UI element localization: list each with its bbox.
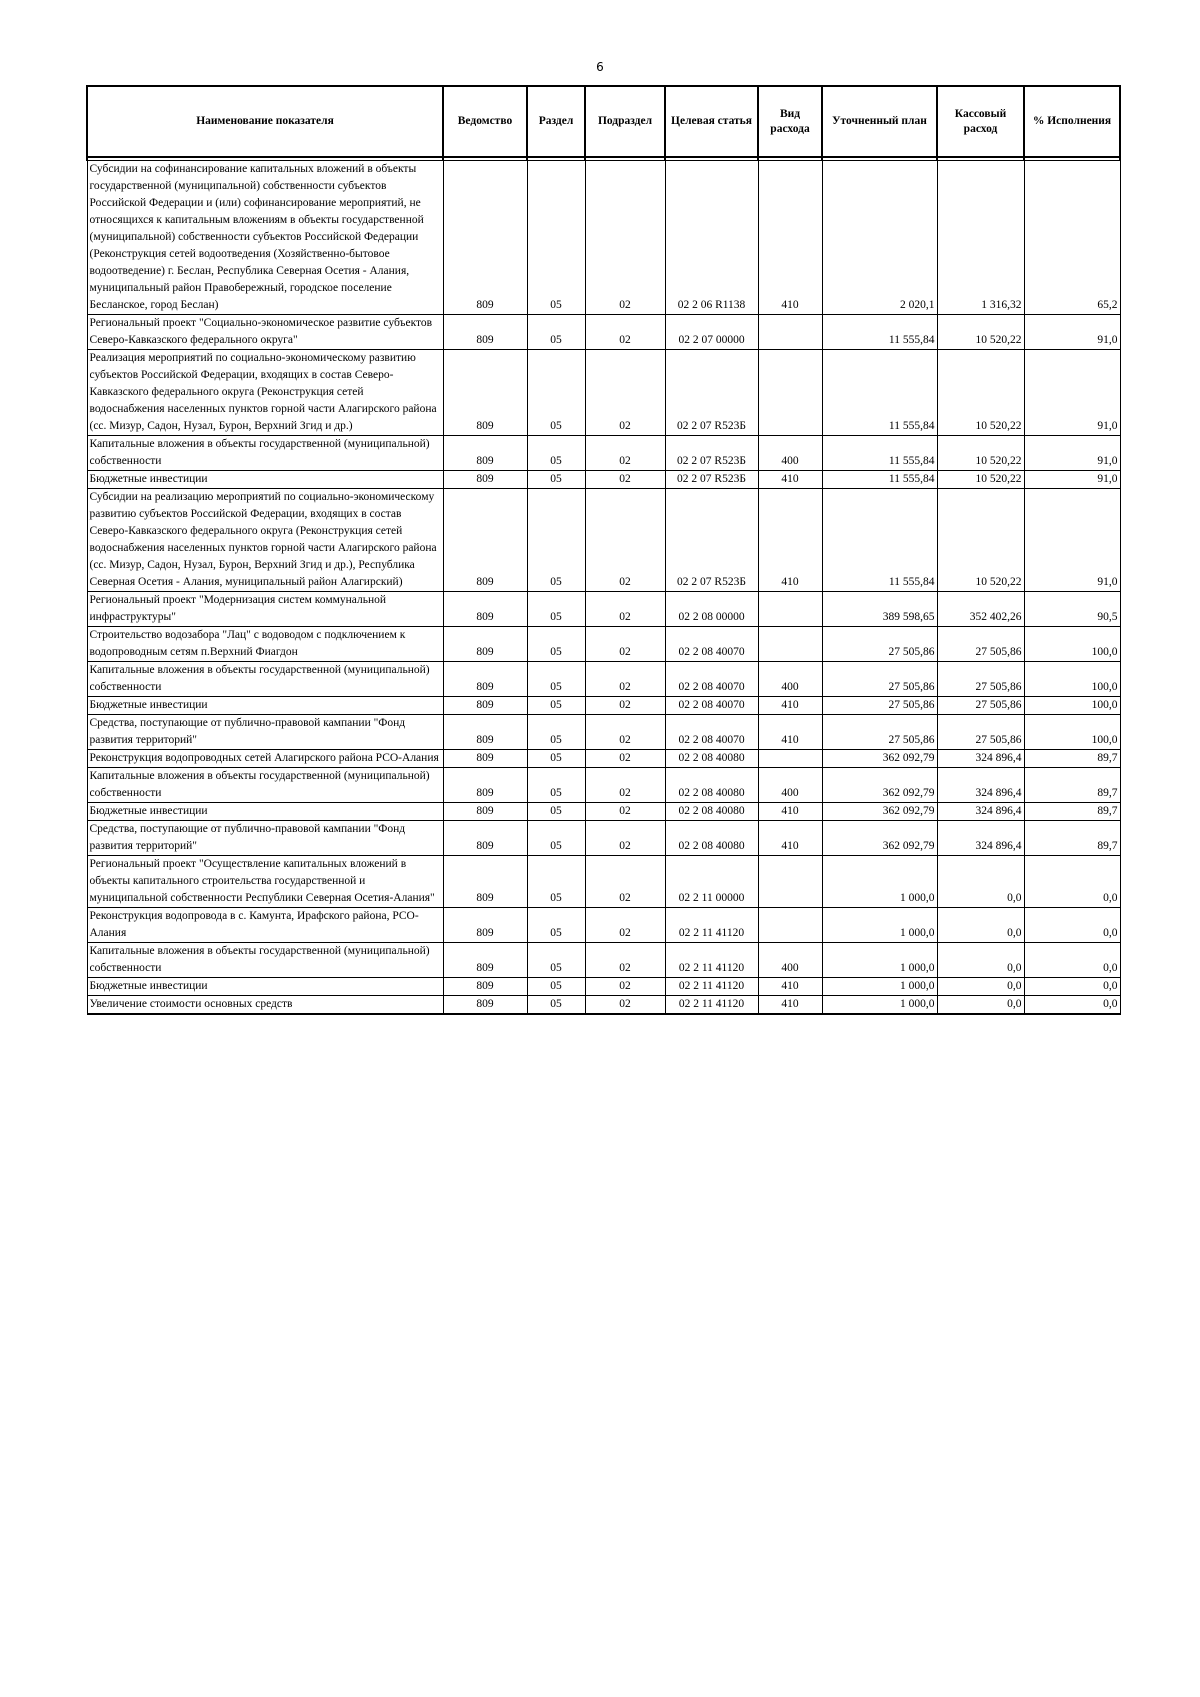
row-plan-cell: 1 000,0 bbox=[822, 908, 937, 943]
row-vedomstvo-cell: 809 bbox=[443, 803, 527, 821]
row-plan-cell: 27 505,86 bbox=[822, 662, 937, 697]
row-vedomstvo-cell: 809 bbox=[443, 715, 527, 750]
row-pct-cell: 100,0 bbox=[1024, 627, 1120, 662]
row-razdel-cell: 05 bbox=[527, 908, 585, 943]
row-celevaya-cell: 02 2 11 41120 bbox=[665, 943, 758, 978]
table-row bbox=[87, 978, 1120, 996]
row-plan-cell: 1 000,0 bbox=[822, 943, 937, 978]
row-name-cell: Региональный проект "Модернизация систем коммунальной инфраструктуры" bbox=[87, 592, 443, 627]
row-celevaya-cell: 02 2 08 40080 bbox=[665, 821, 758, 856]
row-celevaya-cell: 02 2 08 40080 bbox=[665, 803, 758, 821]
row-vedomstvo-cell: 809 bbox=[443, 489, 527, 592]
row-celevaya-cell: 02 2 07 R523Б bbox=[665, 489, 758, 592]
row-pct-cell: 0,0 bbox=[1024, 856, 1120, 908]
row-kassa-cell: 10 520,22 bbox=[937, 315, 1024, 350]
row-podrazdel-cell: 02 bbox=[585, 715, 665, 750]
row-plan-cell: 11 555,84 bbox=[822, 315, 937, 350]
table-row bbox=[87, 750, 1120, 768]
row-vid-cell: 400 bbox=[758, 768, 822, 803]
table-row bbox=[87, 996, 1120, 1015]
row-razdel-cell: 05 bbox=[527, 471, 585, 489]
row-kassa-cell: 324 896,4 bbox=[937, 750, 1024, 768]
row-vedomstvo-cell: 809 bbox=[443, 768, 527, 803]
table-row bbox=[87, 803, 1120, 821]
row-plan-cell: 27 505,86 bbox=[822, 715, 937, 750]
row-kassa-cell: 27 505,86 bbox=[937, 627, 1024, 662]
row-podrazdel-cell: 02 bbox=[585, 489, 665, 592]
row-razdel-cell: 05 bbox=[527, 821, 585, 856]
row-celevaya-cell: 02 2 08 40070 bbox=[665, 662, 758, 697]
row-pct-cell: 89,7 bbox=[1024, 750, 1120, 768]
row-kassa-cell: 352 402,26 bbox=[937, 592, 1024, 627]
row-podrazdel-cell: 02 bbox=[585, 662, 665, 697]
row-plan-cell: 1 000,0 bbox=[822, 996, 937, 1015]
row-vedomstvo-cell: 809 bbox=[443, 996, 527, 1015]
row-pct-cell: 91,0 bbox=[1024, 489, 1120, 592]
row-podrazdel-cell: 02 bbox=[585, 436, 665, 471]
row-plan-cell: 1 000,0 bbox=[822, 978, 937, 996]
header-razdel: Раздел bbox=[527, 86, 585, 157]
row-name-cell: Региональный проект "Социально-экономическое развитие субъектов Северо-Кавказского федерального округа" bbox=[87, 315, 443, 350]
row-podrazdel-cell: 02 bbox=[585, 803, 665, 821]
table-row bbox=[87, 662, 1120, 697]
row-vedomstvo-cell: 809 bbox=[443, 978, 527, 996]
row-name-cell: Средства, поступающие от публично-правовой кампании "Фонд развития территорий" bbox=[87, 715, 443, 750]
row-plan-cell: 1 000,0 bbox=[822, 856, 937, 908]
row-pct-cell: 89,7 bbox=[1024, 803, 1120, 821]
row-celevaya-cell: 02 2 08 40070 bbox=[665, 697, 758, 715]
row-name-cell: Увеличение стоимости основных средств bbox=[87, 996, 443, 1015]
row-pct-cell: 65,2 bbox=[1024, 161, 1120, 315]
row-razdel-cell: 05 bbox=[527, 662, 585, 697]
row-name-cell: Реализация мероприятий по социально-экономическому развитию субъектов Российской Федерации, входящих в состав Северо-Кавказского федерального округа (Реконструкция сетей водоснабжения населенных пунктов горной части Алагирского района (сс. Мизур, Садон, Нузал, Бурон, Верхний Згид и др.) bbox=[87, 350, 443, 436]
row-celevaya-cell: 02 2 11 00000 bbox=[665, 856, 758, 908]
row-vedomstvo-cell: 809 bbox=[443, 856, 527, 908]
row-pct-cell: 90,5 bbox=[1024, 592, 1120, 627]
table-row bbox=[87, 350, 1120, 436]
row-plan-cell: 362 092,79 bbox=[822, 803, 937, 821]
table-body bbox=[87, 157, 1120, 1014]
row-name-cell: Бюджетные инвестиции bbox=[87, 978, 443, 996]
table-header-row bbox=[87, 86, 1120, 157]
row-kassa-cell: 10 520,22 bbox=[937, 489, 1024, 592]
row-plan-cell: 11 555,84 bbox=[822, 350, 937, 436]
row-plan-cell: 11 555,84 bbox=[822, 436, 937, 471]
row-razdel-cell: 05 bbox=[527, 978, 585, 996]
row-kassa-cell: 27 505,86 bbox=[937, 662, 1024, 697]
row-vid-cell: 400 bbox=[758, 662, 822, 697]
row-name-cell: Бюджетные инвестиции bbox=[87, 697, 443, 715]
row-razdel-cell: 05 bbox=[527, 856, 585, 908]
row-kassa-cell: 0,0 bbox=[937, 908, 1024, 943]
row-razdel-cell: 05 bbox=[527, 803, 585, 821]
row-vedomstvo-cell: 809 bbox=[443, 750, 527, 768]
row-name-cell: Субсидии на реализацию мероприятий по социально-экономическому развитию субъектов Российской Федерации, входящих в состав Северо-Кавказского федерального округа (Реконструкция сетей водоснабжения населенных пунктов горной части Алагирского района (сс. Мизур, Садон, Нузал, Бурон, Верхний Згид и др.), Республика Северная Осетия - Алания, муниципальный район Алагирский) bbox=[87, 489, 443, 592]
row-plan-cell: 11 555,84 bbox=[822, 471, 937, 489]
row-plan-cell: 2 020,1 bbox=[822, 161, 937, 315]
row-celevaya-cell: 02 2 07 00000 bbox=[665, 315, 758, 350]
table-row bbox=[87, 943, 1120, 978]
header-podrazdel: Подраздел bbox=[585, 86, 665, 157]
row-vid-cell bbox=[758, 856, 822, 908]
header-pct: % Исполнения bbox=[1024, 86, 1120, 157]
row-name-cell: Строительство водозабора "Лац" с водоводом с подключением к водопроводным сетям п.Верхний Фиагдон bbox=[87, 627, 443, 662]
row-pct-cell: 100,0 bbox=[1024, 697, 1120, 715]
page-number: 6 bbox=[596, 60, 604, 74]
row-vid-cell: 410 bbox=[758, 489, 822, 592]
row-vid-cell: 410 bbox=[758, 803, 822, 821]
header-plan: Уточненный план bbox=[822, 86, 937, 157]
row-pct-cell: 91,0 bbox=[1024, 436, 1120, 471]
row-razdel-cell: 05 bbox=[527, 592, 585, 627]
row-plan-cell: 362 092,79 bbox=[822, 821, 937, 856]
row-plan-cell: 389 598,65 bbox=[822, 592, 937, 627]
table-row bbox=[87, 821, 1120, 856]
row-vedomstvo-cell: 809 bbox=[443, 943, 527, 978]
row-razdel-cell: 05 bbox=[527, 768, 585, 803]
row-podrazdel-cell: 02 bbox=[585, 978, 665, 996]
row-podrazdel-cell: 02 bbox=[585, 996, 665, 1015]
row-kassa-cell: 0,0 bbox=[937, 996, 1024, 1015]
row-razdel-cell: 05 bbox=[527, 996, 585, 1015]
row-plan-cell: 362 092,79 bbox=[822, 768, 937, 803]
row-razdel-cell: 05 bbox=[527, 315, 585, 350]
header-vedomstvo: Ведомство bbox=[443, 86, 527, 157]
table-row bbox=[87, 856, 1120, 908]
row-name-cell: Бюджетные инвестиции bbox=[87, 471, 443, 489]
row-kassa-cell: 10 520,22 bbox=[937, 436, 1024, 471]
row-razdel-cell: 05 bbox=[527, 436, 585, 471]
row-kassa-cell: 0,0 bbox=[937, 978, 1024, 996]
row-celevaya-cell: 02 2 11 41120 bbox=[665, 978, 758, 996]
row-name-cell: Средства, поступающие от публично-правовой кампании "Фонд развития территорий" bbox=[87, 821, 443, 856]
row-vid-cell: 410 bbox=[758, 996, 822, 1015]
row-vid-cell bbox=[758, 592, 822, 627]
row-celevaya-cell: 02 2 11 41120 bbox=[665, 908, 758, 943]
row-celevaya-cell: 02 2 08 40080 bbox=[665, 750, 758, 768]
table-row bbox=[87, 627, 1120, 662]
row-celevaya-cell: 02 2 08 40070 bbox=[665, 715, 758, 750]
row-vid-cell bbox=[758, 750, 822, 768]
table-row bbox=[87, 436, 1120, 471]
row-celevaya-cell: 02 2 07 R523Б bbox=[665, 471, 758, 489]
row-razdel-cell: 05 bbox=[527, 627, 585, 662]
row-vid-cell: 400 bbox=[758, 943, 822, 978]
row-razdel-cell: 05 bbox=[527, 161, 585, 315]
row-vedomstvo-cell: 809 bbox=[443, 908, 527, 943]
row-kassa-cell: 10 520,22 bbox=[937, 350, 1024, 436]
row-name-cell: Реконструкция водопроводных сетей Алагирского района РСО-Алания bbox=[87, 750, 443, 768]
row-celevaya-cell: 02 2 07 R523Б bbox=[665, 436, 758, 471]
row-razdel-cell: 05 bbox=[527, 943, 585, 978]
header-celevaya-statya: Целевая статья bbox=[665, 86, 758, 157]
row-vid-cell bbox=[758, 627, 822, 662]
row-celevaya-cell: 02 2 08 40070 bbox=[665, 627, 758, 662]
row-vid-cell: 410 bbox=[758, 697, 822, 715]
row-kassa-cell: 10 520,22 bbox=[937, 471, 1024, 489]
row-name-cell: Капитальные вложения в объекты государственной (муниципальной) собственности bbox=[87, 662, 443, 697]
row-vid-cell bbox=[758, 315, 822, 350]
row-vid-cell: 410 bbox=[758, 978, 822, 996]
row-podrazdel-cell: 02 bbox=[585, 768, 665, 803]
row-podrazdel-cell: 02 bbox=[585, 821, 665, 856]
row-vid-cell bbox=[758, 908, 822, 943]
row-name-cell: Бюджетные инвестиции bbox=[87, 803, 443, 821]
row-pct-cell: 91,0 bbox=[1024, 350, 1120, 436]
header-kassa: Кассовый расход bbox=[937, 86, 1024, 157]
row-vid-cell: 400 bbox=[758, 436, 822, 471]
table-row bbox=[87, 161, 1120, 315]
row-name-cell: Реконструкция водопровода в с. Камунта, Ирафского района, РСО-Алания bbox=[87, 908, 443, 943]
row-podrazdel-cell: 02 bbox=[585, 315, 665, 350]
row-pct-cell: 0,0 bbox=[1024, 996, 1120, 1015]
row-kassa-cell: 27 505,86 bbox=[937, 697, 1024, 715]
row-vid-cell: 410 bbox=[758, 821, 822, 856]
row-kassa-cell: 0,0 bbox=[937, 943, 1024, 978]
row-kassa-cell: 27 505,86 bbox=[937, 715, 1024, 750]
row-vedomstvo-cell: 809 bbox=[443, 697, 527, 715]
row-celevaya-cell: 02 2 07 R523Б bbox=[665, 350, 758, 436]
row-kassa-cell: 324 896,4 bbox=[937, 821, 1024, 856]
row-name-cell: Субсидии на софинансирование капитальных вложений в объекты государственной (муниципальной) собственности субъектов Российской Федерации и (или) софинансирование мероприятий, не относящихся к капитальным вложениям в объекты государственной (муниципальной) собственности субъектов Российской Федерации (Реконструкция сетей водоотведения (Хозяйственно-бытовое водоотведение) г. Беслан, Республика Северная Осетия - Алания, муниципальный район Правобережный, городское поселение Бесланское, город Беслан) bbox=[87, 161, 443, 315]
row-razdel-cell: 05 bbox=[527, 697, 585, 715]
row-plan-cell: 362 092,79 bbox=[822, 750, 937, 768]
row-celevaya-cell: 02 2 11 41120 bbox=[665, 996, 758, 1015]
row-pct-cell: 100,0 bbox=[1024, 662, 1120, 697]
row-kassa-cell: 0,0 bbox=[937, 856, 1024, 908]
row-pct-cell: 100,0 bbox=[1024, 715, 1120, 750]
row-vedomstvo-cell: 809 bbox=[443, 350, 527, 436]
row-vedomstvo-cell: 809 bbox=[443, 662, 527, 697]
table-row bbox=[87, 489, 1120, 592]
table-row bbox=[87, 592, 1120, 627]
row-podrazdel-cell: 02 bbox=[585, 750, 665, 768]
row-razdel-cell: 05 bbox=[527, 350, 585, 436]
row-vedomstvo-cell: 809 bbox=[443, 161, 527, 315]
row-podrazdel-cell: 02 bbox=[585, 697, 665, 715]
row-vedomstvo-cell: 809 bbox=[443, 315, 527, 350]
row-podrazdel-cell: 02 bbox=[585, 627, 665, 662]
table-row bbox=[87, 471, 1120, 489]
row-kassa-cell: 324 896,4 bbox=[937, 803, 1024, 821]
row-vid-cell: 410 bbox=[758, 471, 822, 489]
header-vid-rashoda: Вид расхода bbox=[758, 86, 822, 157]
row-plan-cell: 27 505,86 bbox=[822, 627, 937, 662]
row-pct-cell: 89,7 bbox=[1024, 768, 1120, 803]
row-name-cell: Капитальные вложения в объекты государственной (муниципальной) собственности bbox=[87, 768, 443, 803]
row-vid-cell bbox=[758, 350, 822, 436]
table-row bbox=[87, 908, 1120, 943]
row-kassa-cell: 1 316,32 bbox=[937, 161, 1024, 315]
row-vid-cell: 410 bbox=[758, 715, 822, 750]
row-plan-cell: 27 505,86 bbox=[822, 697, 937, 715]
row-celevaya-cell: 02 2 08 00000 bbox=[665, 592, 758, 627]
row-celevaya-cell: 02 2 06 R1138 bbox=[665, 161, 758, 315]
row-podrazdel-cell: 02 bbox=[585, 350, 665, 436]
row-pct-cell: 91,0 bbox=[1024, 471, 1120, 489]
row-vedomstvo-cell: 809 bbox=[443, 821, 527, 856]
row-podrazdel-cell: 02 bbox=[585, 943, 665, 978]
row-kassa-cell: 324 896,4 bbox=[937, 768, 1024, 803]
row-podrazdel-cell: 02 bbox=[585, 161, 665, 315]
row-plan-cell: 11 555,84 bbox=[822, 489, 937, 592]
row-pct-cell: 0,0 bbox=[1024, 908, 1120, 943]
budget-table bbox=[86, 85, 1121, 1015]
row-name-cell: Региональный проект "Осуществление капитальных вложений в объекты капитального строительства государственной и муниципальной собственности Республики Северная Осетия-Алания" bbox=[87, 856, 443, 908]
row-pct-cell: 89,7 bbox=[1024, 821, 1120, 856]
row-vid-cell: 410 bbox=[758, 161, 822, 315]
row-podrazdel-cell: 02 bbox=[585, 908, 665, 943]
row-razdel-cell: 05 bbox=[527, 750, 585, 768]
row-name-cell: Капитальные вложения в объекты государственной (муниципальной) собственности bbox=[87, 436, 443, 471]
row-podrazdel-cell: 02 bbox=[585, 471, 665, 489]
row-pct-cell: 0,0 bbox=[1024, 943, 1120, 978]
row-razdel-cell: 05 bbox=[527, 489, 585, 592]
table-row bbox=[87, 715, 1120, 750]
row-pct-cell: 91,0 bbox=[1024, 315, 1120, 350]
row-name-cell: Капитальные вложения в объекты государственной (муниципальной) собственности bbox=[87, 943, 443, 978]
row-pct-cell: 0,0 bbox=[1024, 978, 1120, 996]
row-vedomstvo-cell: 809 bbox=[443, 471, 527, 489]
row-razdel-cell: 05 bbox=[527, 715, 585, 750]
row-vedomstvo-cell: 809 bbox=[443, 436, 527, 471]
row-podrazdel-cell: 02 bbox=[585, 856, 665, 908]
table-row bbox=[87, 768, 1120, 803]
table-row bbox=[87, 697, 1120, 715]
row-vedomstvo-cell: 809 bbox=[443, 627, 527, 662]
row-vedomstvo-cell: 809 bbox=[443, 592, 527, 627]
header-name: Наименование показателя bbox=[87, 86, 443, 157]
row-podrazdel-cell: 02 bbox=[585, 592, 665, 627]
row-celevaya-cell: 02 2 08 40080 bbox=[665, 768, 758, 803]
table-row bbox=[87, 315, 1120, 350]
